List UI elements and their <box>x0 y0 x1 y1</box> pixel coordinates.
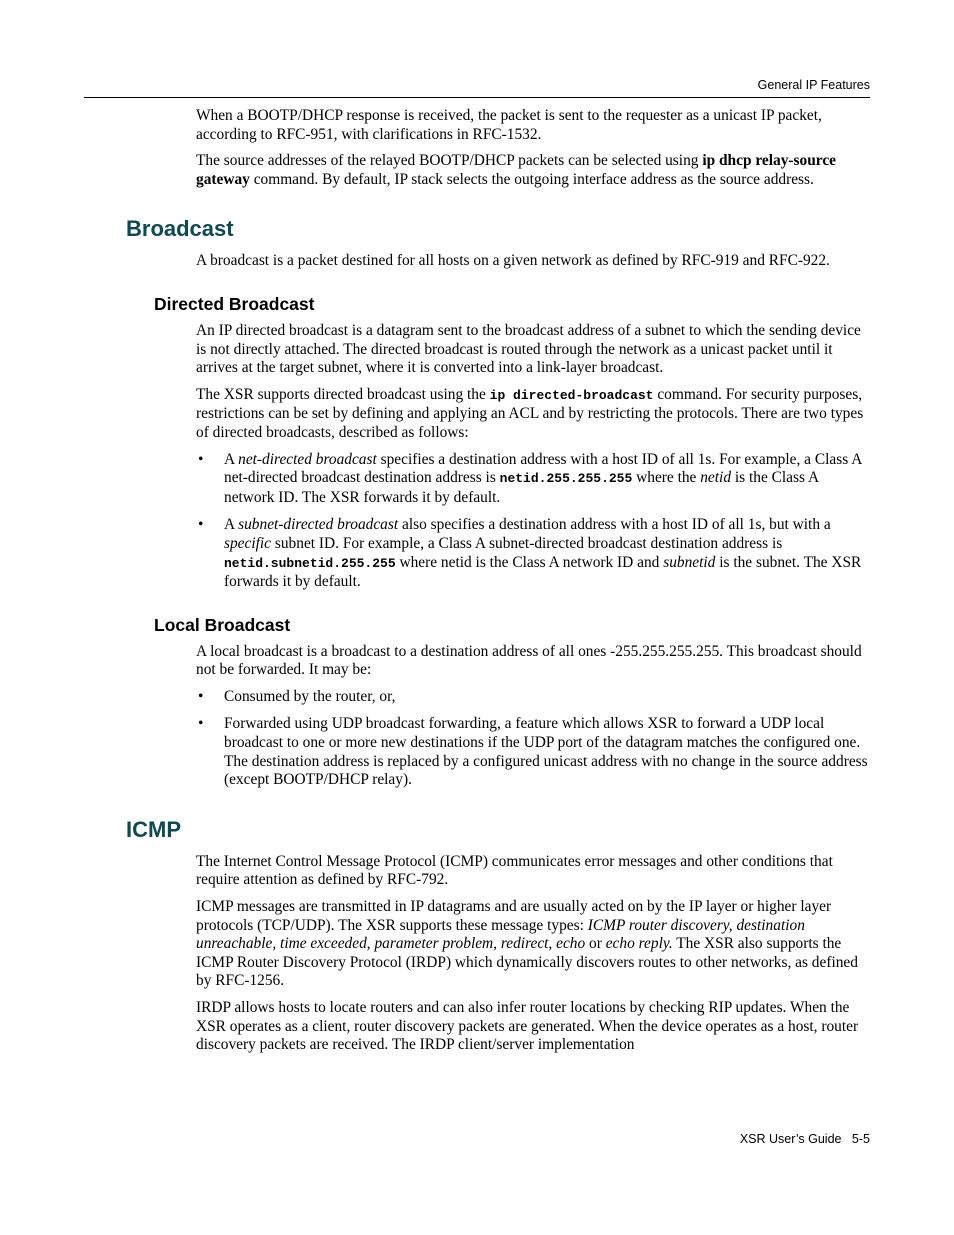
local-paragraph: A local broadcast is a broadcast to a destination address of all ones -255.255.255.255. This broadcast should not be forwarded. It may be: <box>196 642 862 679</box>
bullet-icon: • <box>198 687 204 705</box>
heading-directed-broadcast: Directed Broadcast <box>154 293 315 314</box>
list-item: • Forwarded using UDP broadcast forwarding, a feature which allows XSR to forward a UDP local broadcast to one or more new destinations if the UDP port of the datagram matches the configured one. The destination address is replaced by a configured unicast address with no change in the source address (except BOOTP/DHCP relay). <box>198 715 868 789</box>
list-item: • A net-directed broadcast specifies a destination address with a host ID of all 1s. For example, a Class A net-directed broadcast destination address is netid.255.255.255 where the netid is the Class A network ID. The XSR forwards it by default. <box>198 450 862 506</box>
header-rule <box>84 97 870 98</box>
running-footer <box>740 1132 870 1146</box>
heading-local-broadcast: Local Broadcast <box>154 614 291 635</box>
local-bullet-list <box>196 688 870 790</box>
bullet-icon: • <box>198 516 204 534</box>
directed-bullet-list <box>196 451 870 592</box>
bullet-icon: • <box>198 715 204 733</box>
page-body <box>0 107 954 1063</box>
code-netid: netid.255.255.255 <box>499 471 633 487</box>
icmp-paragraph-1: The Internet Control Message Protocol (ICMP) communicates error messages and other conditions that require attention as defined by RFC-792. <box>196 852 833 889</box>
icmp-paragraph-3: IRDP allows hosts to locate routers and can also infer router locations by checking RIP updates. When the XSR operates as a client, router discovery packets are generated. When the device operates as a host, router discovery packets are received. The IRDP client/server implementation <box>196 999 859 1054</box>
page-number: 5-5 <box>851 1132 870 1146</box>
command-ip-dhcp-relay: ip dhcp relay-source gateway <box>196 152 836 188</box>
list-item: • A subnet-directed broadcast also specifies a destination address with a host ID of all 1s, but with a specific subnet ID. For example, a Class A subnet-directed broadcast destination address is netid.subnetid.255.255 where netid is the Class A network ID and subnetid is the subnet. The XSR forwards it by default. <box>198 516 862 591</box>
code-netid-subnetid: netid.subnetid.255.255 <box>224 555 396 571</box>
heading-broadcast: Broadcast <box>126 216 234 242</box>
heading-icmp: ICMP <box>126 816 181 842</box>
intro-paragraph-1: When a BOOTP/DHCP response is received, the packet is sent to the requester as a unicast IP packet, according to RFC-951, with clarifications in RFC-1532. <box>196 107 822 143</box>
bullet-icon: • <box>198 450 204 468</box>
broadcast-paragraph: A broadcast is a packet destined for all hosts on a given network as defined by RFC-919 and RFC-922. <box>196 252 830 270</box>
icmp-paragraph-2: ICMP messages are transmitted in IP datagrams and are usually acted on by the IP layer or higher layer protocols (TCP/UDP). The XSR supports these message types: ICMP router discovery, destination unreachable, time exceeded, parameter problem, redirect, echo or echo reply. The XSR also supports the ICMP Router Discovery Protocol (IRDP) which dynamically discovers routes to other networks, as defined by RFC-1256. <box>196 898 858 990</box>
running-header: General IP Features <box>757 78 870 92</box>
footer-guide-title: XSR User’s Guide <box>739 1132 842 1146</box>
intro-paragraph-2: The source addresses of the relayed BOOTP/DHCP packets can be selected using ip dhcp relay-source gateway command. By default, IP stack selects the outgoing interface address as the source address. <box>196 152 836 188</box>
command-ip-directed-broadcast: ip directed-broadcast <box>489 387 654 403</box>
directed-paragraph-2: The XSR supports directed broadcast using the ip directed-broadcast command. For security purposes, restrictions can be set by defining and applying an ACL and by restricting the protocols. There are two types of directed broadcasts, described as follows: <box>196 385 864 441</box>
list-item: • Consumed by the router, or, <box>198 687 396 705</box>
directed-paragraph-1: An IP directed broadcast is a datagram sent to the broadcast address of a subnet to which the sending device is not directly attached. The directed broadcast is routed through the network as a unicast packet until it arrives at the target subnet, where it is converted into a link-layer broadcast. <box>196 321 861 377</box>
